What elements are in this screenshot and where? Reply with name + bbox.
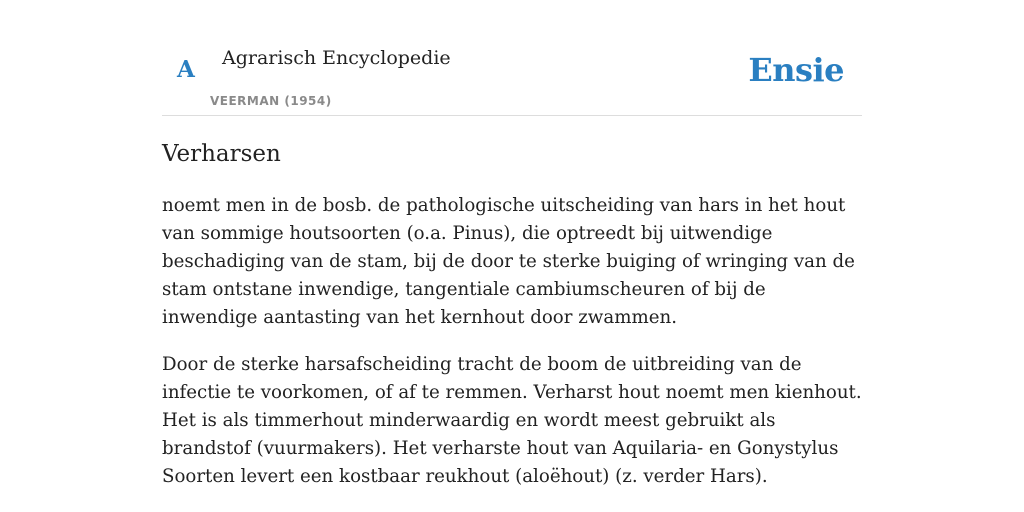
article-paragraph: noemt men in de bosb. de pathologische uitscheiding van hars in het hout van sommige houtsoorten (o.a. Pinus), die optreedt bij uitwendige beschadiging van de stam, bij de door te sterke buiging of wringing van de stam ontstane inwendige, tangentiale cambiumscheuren of bij de inwendige aantasting van het kernhout door zwammen. bbox=[162, 195, 855, 328]
article-paragraph: Door de sterke harsafscheiding tracht de boom de uitbreiding van de infectie te voorkomen, of af te remmen. Verharst hout noemt men kienhout. Het is als timmerhout minderwaardig en wordt meest gebruikt als brandstof (vuurmakers). Het verharste hout van Aquilaria- en Gonystylus Soorten levert een kostbaar reukhout (aloëhout) (z. verder Hars). bbox=[162, 354, 862, 487]
article-title: Verharsen bbox=[162, 141, 281, 167]
header bbox=[162, 0, 862, 116]
encyclopedia-title-link[interactable]: Agrarisch Encyclopedie bbox=[222, 47, 451, 69]
page-container bbox=[162, 0, 862, 487]
encyclopedia-subtitle: VEERMAN (1954) bbox=[210, 94, 332, 108]
ensie-logo-link[interactable]: Ensie bbox=[748, 51, 844, 89]
index-letter-link[interactable]: A bbox=[177, 56, 195, 83]
